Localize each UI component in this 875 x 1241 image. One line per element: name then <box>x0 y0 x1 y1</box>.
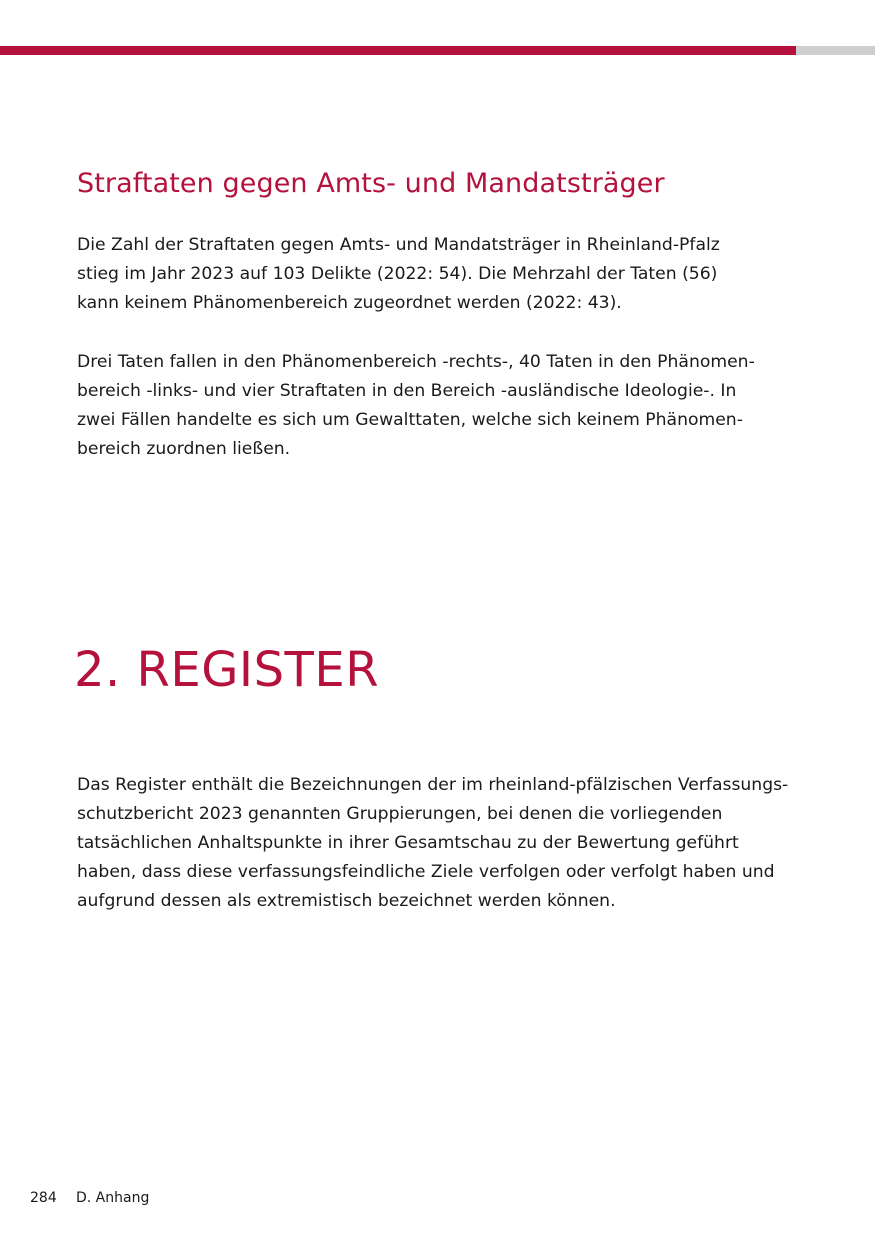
text-line: bereich -links- und vier Straftaten in den Bereich -ausländische Ideologie-. In <box>77 381 737 401</box>
footer-section-label: D. Anhang <box>76 1190 150 1206</box>
text-line: aufgrund dessen als extremistisch bezeichnet werden können. <box>77 891 616 911</box>
chapter-paragraph <box>77 771 807 916</box>
page-number: 284 <box>30 1190 57 1206</box>
top-accent-rule <box>0 46 796 55</box>
section-paragraph-1 <box>77 231 807 318</box>
chapter-heading: 2. REGISTER <box>74 642 380 698</box>
text-line: Das Register enthält die Bezeichnungen der im rheinland-pfälzischen Verfassungs- <box>77 775 789 795</box>
text-line: kann keinem Phänomenbereich zugeordnet werden (2022: 43). <box>77 293 622 313</box>
text-line: haben, dass diese verfassungsfeindliche Ziele verfolgen oder verfolgt haben und <box>77 862 775 882</box>
text-line: tatsächlichen Anhaltspunkte in ihrer Gesamtschau zu der Bewertung geführt <box>77 833 739 853</box>
text-line: zwei Fällen handelte es sich um Gewalttaten, welche sich keinem Phänomen- <box>77 410 743 430</box>
section-heading: Straftaten gegen Amts- und Mandatsträger <box>77 168 665 199</box>
section-paragraph-2 <box>77 348 807 464</box>
text-line: schutzbericht 2023 genannten Gruppierungen, bei denen die vorliegenden <box>77 804 723 824</box>
text-line: Drei Taten fallen in den Phänomenbereich -rechts-, 40 Taten in den Phänomen- <box>77 352 755 372</box>
page-footer <box>30 1190 149 1206</box>
text-line: stieg im Jahr 2023 auf 103 Delikte (2022: 54). Die Mehrzahl der Taten (56) <box>77 264 718 284</box>
text-line: Die Zahl der Straftaten gegen Amts- und Mandatsträger in Rheinland-Pfalz <box>77 235 720 255</box>
text-line: bereich zuordnen ließen. <box>77 439 291 459</box>
top-grey-rule <box>796 46 875 55</box>
